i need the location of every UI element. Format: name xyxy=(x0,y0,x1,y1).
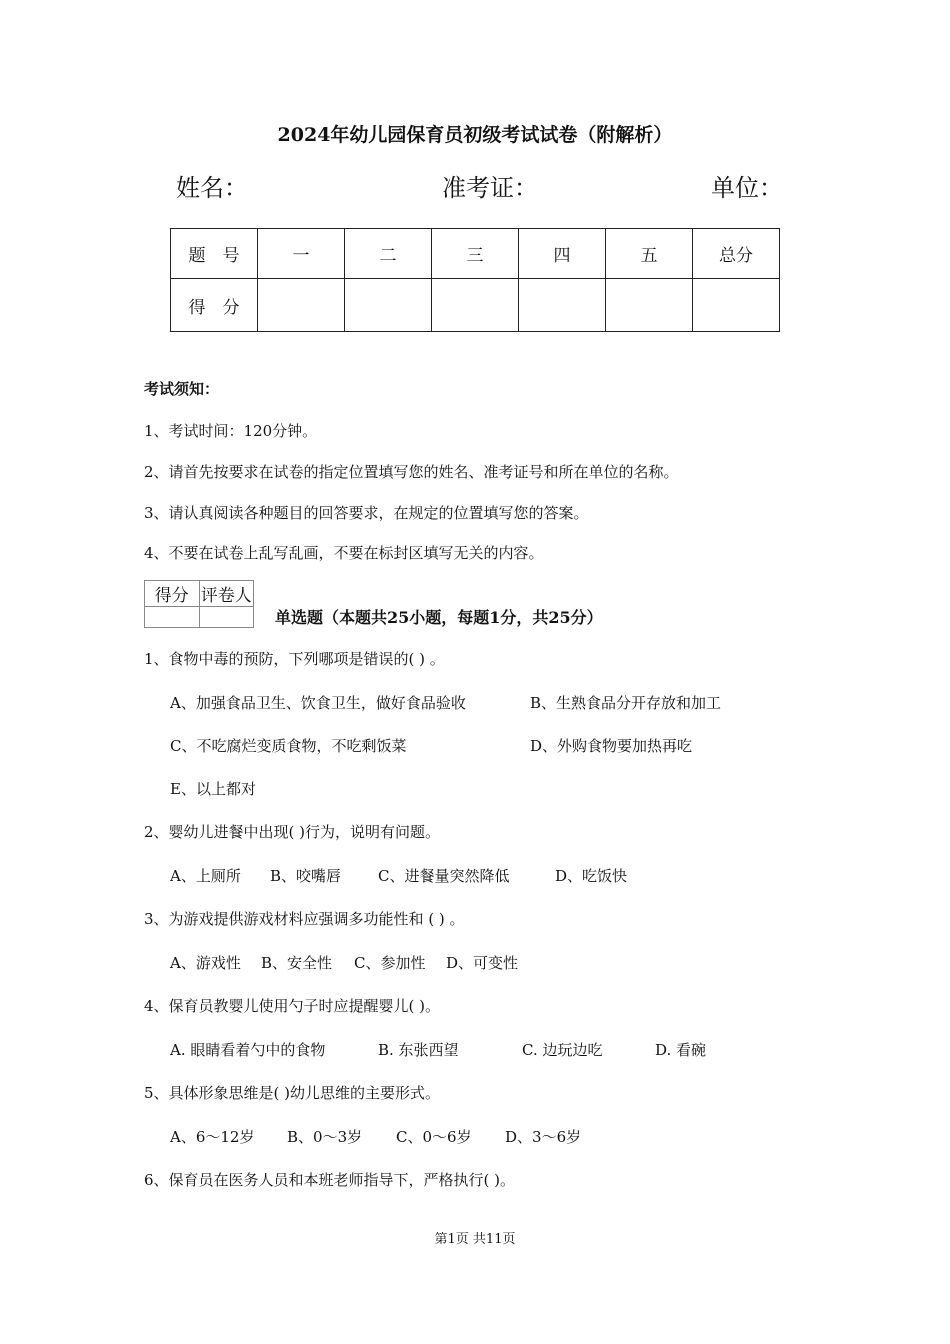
question-option[interactable]: C、进餐量突然降低 xyxy=(378,867,510,885)
notice-item: 2、请首先按要求在试卷的指定位置填写您的姓名、准考证号和所在单位的名称。 xyxy=(144,463,679,481)
question-option[interactable]: D、外购食物要加热再吃 xyxy=(530,737,693,755)
question-option[interactable]: B. 东张西望 xyxy=(378,1041,459,1059)
name-field-label: 姓名： xyxy=(176,174,248,202)
question-option[interactable]: D、3～6岁 xyxy=(505,1128,582,1146)
question-option[interactable]: D. 看碗 xyxy=(655,1041,707,1059)
score-table-header-4: 四 xyxy=(519,229,606,279)
score-table-header-3: 三 xyxy=(432,229,519,279)
unit-field-label: 单位： xyxy=(711,174,783,202)
score-cell-4[interactable] xyxy=(519,279,606,332)
grader-name-cell[interactable] xyxy=(199,607,254,628)
score-table-header-label: 题 号 xyxy=(171,229,258,279)
page-footer: 第1页 共11页 xyxy=(434,1232,516,1247)
question-stem: 5、具体形象思维是( )幼儿思维的主要形式。 xyxy=(144,1084,441,1102)
score-table-score-row xyxy=(171,279,780,332)
question-option[interactable]: B、咬嘴唇 xyxy=(270,867,342,885)
page-title: 2024年幼儿园保育员初级考试试卷（附解析） xyxy=(277,124,673,146)
question-option[interactable]: D、可变性 xyxy=(446,954,519,972)
grader-name-label: 评卷人 xyxy=(199,581,254,607)
score-cell-2[interactable] xyxy=(345,279,432,332)
score-table-header-row xyxy=(171,229,780,279)
question-option[interactable]: A. 眼睛看着勺中的食物 xyxy=(170,1041,326,1059)
question-option[interactable]: E、以上都对 xyxy=(170,780,256,798)
score-cell-5[interactable] xyxy=(606,279,693,332)
question-option[interactable]: B、0～3岁 xyxy=(287,1128,363,1146)
notice-item: 1、考试时间：120分钟。 xyxy=(144,422,318,440)
question-option[interactable]: A、6～12岁 xyxy=(170,1128,255,1146)
question-option[interactable]: A、游戏性 xyxy=(170,954,241,972)
question-option[interactable]: C、不吃腐烂变质食物，不吃剩饭菜 xyxy=(170,737,407,755)
question-stem: 6、保育员在医务人员和本班老师指导下，严格执行( )。 xyxy=(144,1171,516,1189)
question-option[interactable]: B、生熟食品分开存放和加工 xyxy=(530,694,722,712)
score-table xyxy=(170,228,780,332)
score-table-score-label: 得 分 xyxy=(171,279,258,332)
score-cell-3[interactable] xyxy=(432,279,519,332)
grader-score-cell[interactable] xyxy=(145,607,200,628)
question-stem: 3、为游戏提供游戏材料应强调多功能性和 ( ) 。 xyxy=(144,910,465,928)
question-stem: 4、保育员教婴儿使用勺子时应提醒婴儿( )。 xyxy=(144,997,441,1015)
section-heading: 单选题（本题共25小题，每题1分，共25分） xyxy=(275,608,603,627)
question-option[interactable]: A、上厕所 xyxy=(170,867,241,885)
score-cell-total[interactable] xyxy=(693,279,780,332)
question-option[interactable]: B、安全性 xyxy=(261,954,333,972)
exam-id-field-label: 准考证： xyxy=(442,174,538,202)
question-option[interactable]: C、0～6岁 xyxy=(396,1128,472,1146)
notice-heading: 考试须知： xyxy=(144,380,220,398)
notice-item: 3、请认真阅读各种题目的回答要求，在规定的位置填写您的答案。 xyxy=(144,504,589,522)
score-table-header-total: 总分 xyxy=(693,229,780,279)
question-option[interactable]: D、吃饭快 xyxy=(555,867,628,885)
question-option[interactable]: C、参加性 xyxy=(354,954,426,972)
notice-item: 4、不要在试卷上乱写乱画，不要在标封区填写无关的内容。 xyxy=(144,544,544,562)
score-table-header-5: 五 xyxy=(606,229,693,279)
grader-box xyxy=(144,580,254,628)
question-stem: 2、婴幼儿进餐中出现( )行为，说明有问题。 xyxy=(144,823,441,841)
question-stem: 1、食物中毒的预防，下列哪项是错误的( ) 。 xyxy=(144,650,445,668)
score-table-header-2: 二 xyxy=(345,229,432,279)
question-option[interactable]: C. 边玩边吃 xyxy=(522,1041,603,1059)
question-option[interactable]: A、加强食品卫生、饮食卫生，做好食品验收 xyxy=(170,694,466,712)
score-cell-1[interactable] xyxy=(258,279,345,332)
grader-score-label: 得分 xyxy=(145,581,200,607)
score-table-header-1: 一 xyxy=(258,229,345,279)
